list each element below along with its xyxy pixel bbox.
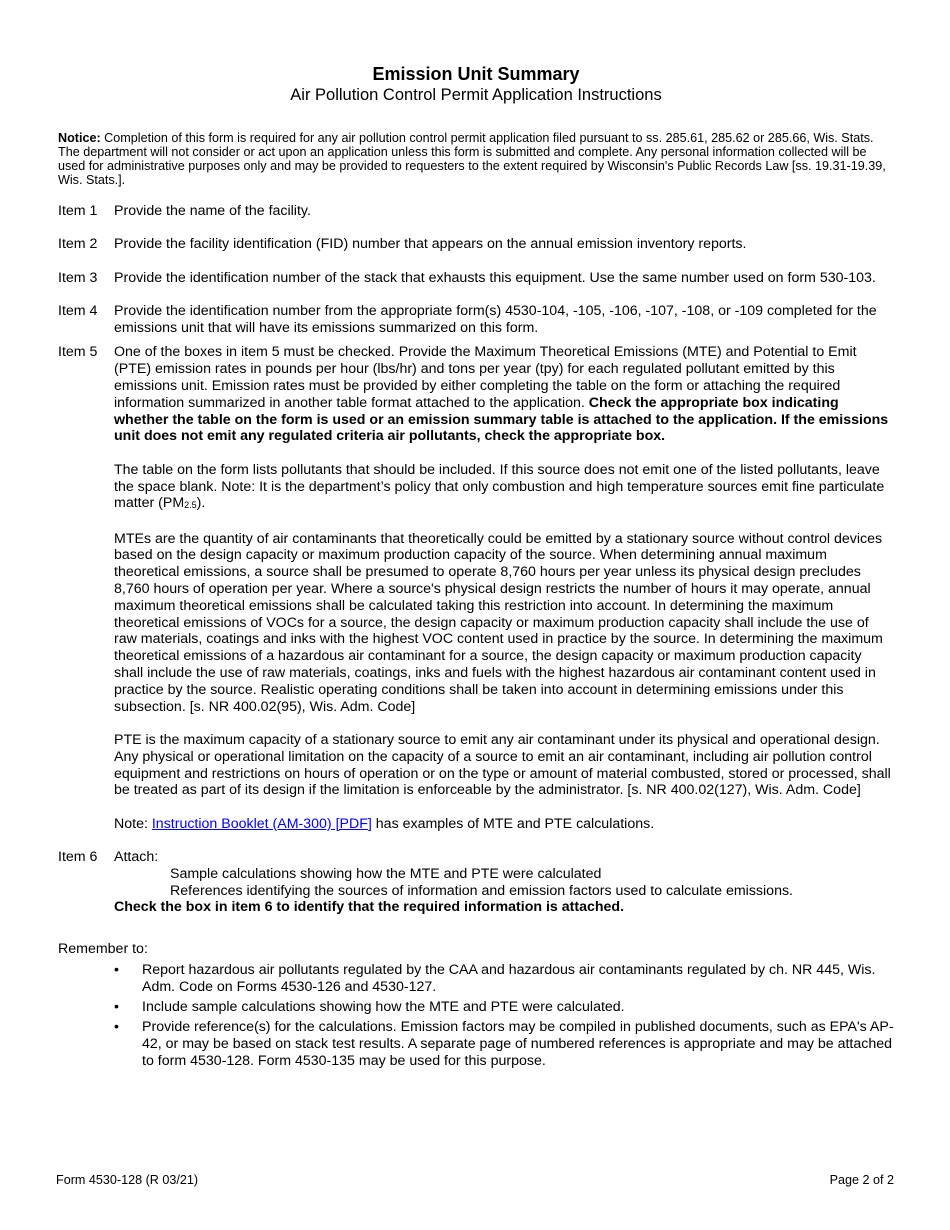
bullet-icon: •: [114, 998, 119, 1015]
document-page: [58, 0, 894, 1073]
remember-item-text: Report hazardous air pollutants regulated by the CAA and hazardous air contaminants regulated by ch. NR 445, Wis. Adm. Code on Forms 4530-126 and 4530-127.: [142, 961, 876, 995]
page-title: Emission Unit Summary: [372, 64, 580, 84]
remember-item-text: Provide reference(s) for the calculations. Emission factors may be compiled in published documents, such as EPA's AP-42, or may be based on stack test results. A separate page of numbered references is appropriate and may be attached to form 4530-128. Form 4530-135 may be used for this purpose.: [142, 1019, 894, 1069]
item-1: [58, 203, 894, 220]
item-6-attach: Attach:: [114, 848, 159, 865]
item-6: [58, 849, 894, 916]
bullet-icon: •: [114, 961, 119, 978]
item-5-p2-end: ).: [196, 495, 206, 512]
footer-page-number: Page 2 of 2: [829, 1173, 894, 1187]
remember-heading: Remember to:: [58, 941, 148, 958]
item-6-bold: [114, 899, 894, 916]
item-3-label: Item 3: [58, 269, 98, 286]
item-1-text: Provide the name of the facility.: [114, 203, 311, 219]
page-subtitle: Air Pollution Control Permit Application Instructions: [290, 86, 662, 104]
item-5-paragraph-pte: PTE is the maximum capacity of a stationary source to emit any air contaminant under its physical and operational design. Any physical or operational limitation on the capacity of a source to emit an air contaminant, including air pollution control equipment and restrictions on hours of operation or on the type or amount of material combusted, stored or processed, shall be treated as part of its design if the limitation is enforceable by the administrator. [s. NR 400.02(127), Wis. Adm. Code]: [114, 731, 891, 799]
item-5-p1-text: One of the boxes in item 5 must be checked. Provide the Maximum Theoretical Emissions (MTE) and Potential to Emit (PTE) emission rates in pounds per hour (lbs/hr) and tons per year (tpy) for each regulated pollutant emitted by this emissions unit. Emission rates must be provided by either completing the table on the form or attaching the required information summarized in another table format attached to the application.: [114, 344, 857, 411]
item-3: [58, 270, 894, 287]
item-2: [58, 236, 894, 253]
item-4-text: Provide the identification number from the appropriate form(s) 4530-104, -105, -106, -107, -108, or -109 completed for the emissions unit that will have its emissions summarized on this form.: [114, 302, 877, 336]
item-5-paragraph-instructions: [114, 344, 894, 445]
footer-form-id: Form 4530-128 (R 03/21): [56, 1173, 199, 1187]
item-5-p1-bold: Check the appropriate box indicating whether the table on the form is used or an emission summary table is attached to the application. If the emissions unit does not emit any regulated criteria air pollutants, check the appropriate box.: [114, 394, 889, 445]
item-5-body: [114, 344, 894, 832]
remember-item-text: Include sample calculations showing how the MTE and PTE were calculated.: [142, 998, 625, 1015]
item-6-bold-text: Check the box in item 6 to identify that the required information is attached.: [114, 899, 625, 916]
item-5-paragraph-mte: MTEs are the quantity of air contaminants that theoretically could be emitted by a stationary source without control devices based on the design capacity or maximum production capacity of the source. When determining annual maximum theoretical emissions, a source shall be presumed to operate 8,760 hours per year unless its physical design precludes 8,760 hours of operation per year. Where a source's physical design restricts the number of hours it may operate, annual maximum theoretical emissions shall be calculated taking this restriction into account. In determining the maximum theoretical emissions of VOCs for a source, the design capacity or maximum production capacity shall include the use of raw materials, coatings and inks with the highest VOC content used in practice by the source. In determining the maximum theoretical emissions of a hazardous air contaminant for a source, the design capacity or maximum production capacity shall include the use of raw materials, coatings, inks and fuels with the highest hazardous air contaminant content used in practice by the source. Realistic operating conditions shall be taken into account in determining emissions under this subsection. [s. NR 400.02(95), Wis. Adm. Code]: [114, 530, 883, 715]
item-5-note: [114, 816, 894, 833]
item-6-label: Item 6: [58, 848, 98, 865]
item-5-note-prefix: Note:: [114, 815, 152, 832]
item-5-note-suffix: has examples of MTE and PTE calculations.: [371, 815, 655, 832]
notice-paragraph: [58, 131, 894, 187]
item-6-attach-line-2: References identifying the sources of information and emission factors used to calculate emissions.: [170, 882, 793, 899]
bullet-icon: •: [114, 1019, 119, 1036]
item-2-text: Provide the facility identification (FID) number that appears on the annual emission inventory reports.: [114, 236, 747, 253]
notice-text: Completion of this form is required for any air pollution control permit application filed pursuant to ss. 285.61, 285.62 or 285.66, Wis. Stats. The department will not consider or act upon an application unless this form is submitted and complete. Any personal information collected will be used for administrative purposes only and may be provided to requesters to the extent required by Wisconsin's Public Records Law [ss. 19.31-19.39, Wis. Stats.].: [58, 131, 886, 187]
remember-list: [58, 962, 894, 1070]
item-6-body: [114, 849, 894, 916]
list-item: [114, 1019, 894, 1069]
item-2-label: Item 2: [58, 236, 98, 253]
item-1-label: Item 1: [58, 203, 98, 219]
item-5-paragraph-table: [114, 462, 894, 514]
list-item: [114, 999, 894, 1016]
item-5-p2-subscript: 2.5: [184, 500, 197, 511]
instruction-booklet-link[interactable]: Instruction Booklet (AM-300) [PDF]: [151, 815, 372, 832]
item-4: [58, 303, 894, 337]
item-4-label: Item 4: [58, 302, 98, 319]
list-item: [114, 962, 894, 996]
item-3-text: Provide the identification number of the stack that exhausts this equipment. Use the same number used on form 530-103.: [114, 269, 876, 286]
item-5: [58, 344, 894, 832]
item-6-attach-line-1: Sample calculations showing how the MTE and PTE were calculated: [170, 865, 602, 882]
item-5-p2-text: The table on the form lists pollutants that should be included. If this source does not emit one of the listed pollutants, leave the space blank. Note: It is the department’s policy that only combustion and high temperature sources emit fine particulate matter (PM: [114, 461, 885, 512]
item-5-label: Item 5: [58, 344, 98, 361]
notice-label: Notice:: [58, 131, 101, 145]
